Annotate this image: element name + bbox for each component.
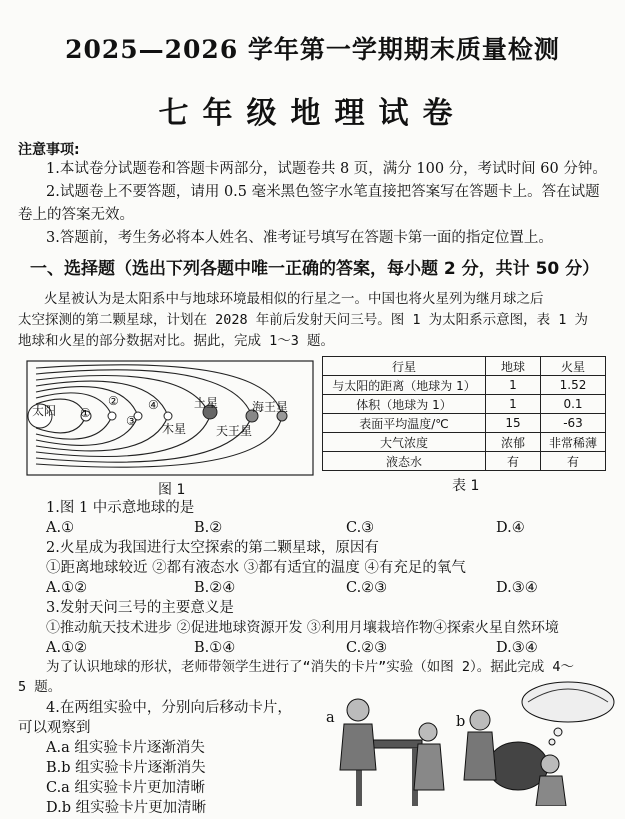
figure2-label-a: a [326, 710, 335, 726]
q1-stem: 1.图 1 中示意地球的是 [46, 500, 195, 516]
table-cell: 体积（地球为 1） [323, 395, 486, 414]
q4-option-d: D.b 组实验卡片更加清晰 [46, 800, 207, 816]
intro2-line-2: 5 题。 [18, 679, 62, 695]
table-row [323, 395, 606, 414]
table-row [323, 433, 606, 452]
q2-statements: ①距离地球较近 ②都有液态水 ③都有适宜的温度 ④有充足的氧气 [46, 560, 466, 576]
q2-option-a: A.①② [46, 580, 88, 596]
experiment-drawing [300, 680, 620, 806]
table-cell: 1 [486, 395, 541, 414]
label-neptune: 海王星 [252, 400, 289, 414]
q3-option-b: B.①④ [194, 640, 236, 656]
table-cell: 与太阳的距离（地球为 1） [323, 376, 486, 395]
card-experiment-illustration [300, 680, 620, 806]
intro2-line-1: 为了认识地球的形状，老师带领学生进行了“消失的卡片”实验（如图 2）。据此完成 4～ [46, 659, 575, 675]
table-row [323, 452, 606, 471]
q2-option-d: D.③④ [496, 580, 538, 596]
q4-stem-1: 4.在两组实验中，分别向后移动卡片， [46, 700, 292, 716]
solar-system-figure [26, 360, 314, 476]
q4-option-b: B.b 组实验卡片逐渐消失 [46, 760, 206, 776]
q1-option-a: A.① [46, 520, 75, 536]
q1-option-d: D.④ [496, 520, 525, 536]
intro-line-2: 太空探测的第二颗星球，计划在 2028 年前后发射天问三号。图 1 为太阳系示意图，表 1 为 [18, 312, 589, 328]
table-cell: 1.52 [541, 376, 606, 395]
label-saturn: 土星 [194, 396, 219, 410]
label-sun: 太阳 [32, 404, 57, 418]
label-uranus: 天王星 [216, 424, 253, 438]
table1-caption: 表 1 [452, 478, 480, 494]
q2-option-c: C.②③ [346, 580, 388, 596]
q1-option-c: C.③ [346, 520, 375, 536]
notice-item-2: 2.试题卷上不要答题，请用 0.5 毫米黑色签字水笔直接把答案写在答题卡上。答在试题 [46, 184, 600, 200]
label-n3: ③ [126, 414, 137, 428]
q1-option-b: B.② [194, 520, 223, 536]
table-header-row [323, 357, 606, 376]
q2-stem: 2.火星成为我国进行太空探索的第二颗星球，原因有 [46, 540, 379, 556]
label-n1: ① [80, 406, 91, 420]
intro-line-1: 火星被认为是太阳系中与地球环境最相似的行星之一。中国也将火星列为继月球之后 [44, 291, 544, 307]
planet-2-icon [108, 412, 116, 420]
q3-option-d: D.③④ [496, 640, 538, 656]
solar-system-diagram [26, 360, 314, 476]
table-cell: 0.1 [541, 395, 606, 414]
label-n4: ④ [148, 398, 159, 412]
intro-line-3: 地球和火星的部分数据对比。据此，完成 1～3 题。 [18, 333, 335, 349]
planet-comparison-table [322, 356, 606, 471]
table-header-cell: 火星 [541, 357, 606, 376]
notice-item-1: 1.本试卷分试题卷和答题卡两部分，试题卷共 8 页，满分 100 分，考试时间 60 分钟。 [46, 161, 607, 177]
label-n2: ② [108, 394, 119, 408]
notice-heading: 注意事项: [18, 142, 80, 158]
table-cell: 大气浓度 [323, 433, 486, 452]
table-cell: 有 [541, 452, 606, 471]
table-row [323, 376, 606, 395]
q2-option-b: B.②④ [194, 580, 236, 596]
notice-item-2-cont: 卷上的答案无效。 [18, 207, 134, 223]
q3-option-a: A.①② [46, 640, 88, 656]
q4-option-c: C.a 组实验卡片更加清晰 [46, 780, 205, 796]
table-row [323, 414, 606, 433]
section-title: 一、选择题（选出下列各题中唯一正确的答案，每小题 2 分，共计 50 分） [30, 259, 600, 279]
table-cell: 液态水 [323, 452, 486, 471]
table-cell: 15 [486, 414, 541, 433]
planet-4-icon [164, 412, 172, 420]
table-header-cell: 地球 [486, 357, 541, 376]
q3-option-c: C.②③ [346, 640, 388, 656]
q4-stem-2: 可以观察到 [18, 720, 91, 736]
q3-statements: ①推动航天技术进步 ②促进地球资源开发 ③利用月壤栽培作物④探索火星自然环境 [46, 620, 559, 636]
label-jupiter: 木星 [162, 422, 187, 436]
exam-subtitle: 七年级地理试卷 [158, 96, 467, 131]
table-header-cell: 行星 [323, 357, 486, 376]
figure1-caption: 图 1 [158, 482, 186, 498]
exam-title: 2025—2026 学年第一学期期末质量检测 [65, 35, 560, 64]
notice-item-3: 3.答题前，考生务必将本人姓名、准考证号填写在答题卡第一面的指定位置上。 [46, 230, 553, 246]
figure2-label-b: b [456, 714, 466, 730]
table-cell: -63 [541, 414, 606, 433]
table-cell: 浓郁 [486, 433, 541, 452]
table-cell: 1 [486, 376, 541, 395]
q3-stem: 3.发射天问三号的主要意义是 [46, 600, 234, 616]
table-cell: 表面平均温度/℃ [323, 414, 486, 433]
q4-option-a: A.a 组实验卡片逐渐消失 [46, 740, 205, 756]
table-cell: 非常稀薄 [541, 433, 606, 452]
table-cell: 有 [486, 452, 541, 471]
